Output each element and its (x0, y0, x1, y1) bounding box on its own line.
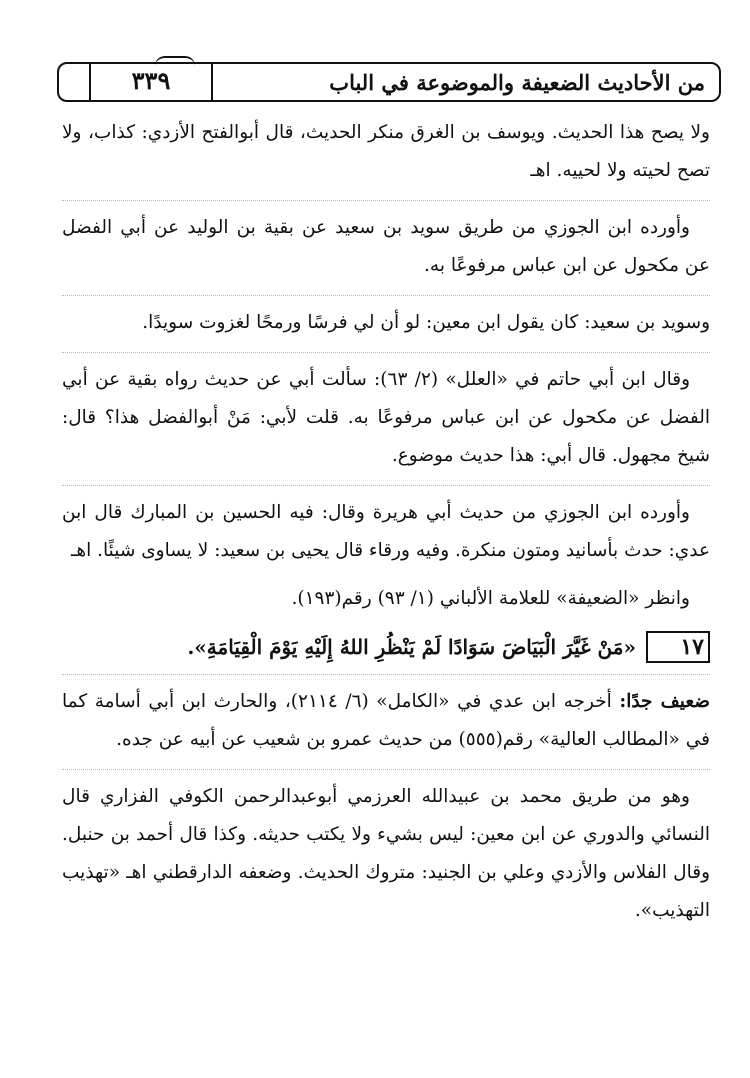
paragraph-7 (62, 683, 710, 759)
divider (62, 674, 710, 675)
divider (62, 352, 710, 353)
paragraph-1: ولا يصح هذا الحديث. ويوسف بن الغرق منكر الحديث، قال أبوالفتح الأزدي: كذاب، ولا تصح لحيته ولا لحييه. اهـ (62, 122, 710, 181)
page-number: ٣٣٩ (89, 63, 213, 101)
header-title: من الأحاديث الضعيفة والموضوعة في الباب (329, 70, 705, 95)
divider (62, 295, 710, 296)
page-body (62, 114, 710, 940)
running-header (57, 62, 721, 102)
divider (62, 200, 710, 201)
header-ornament (155, 56, 195, 68)
divider (62, 485, 710, 486)
divider (62, 769, 710, 770)
paragraph-2: وأورده ابن الجوزي من طريق سويد بن سعيد عن بقية بن الوليد عن أبي الفضل عن مكحول عن ابن عباس مرفوعًا به. (62, 217, 710, 276)
hadith-heading (62, 628, 710, 666)
paragraph-6: وانظر «الضعيفة» للعلامة الألباني (١/ ٩٣) رقم(١٩٣). (291, 588, 690, 609)
hadith-text: «مَنْ غَيَّرَ الْبَيَاضَ سَوَادًا لَمْ يَنْظُرِ اللهُ إِلَيْهِ يَوْمَ الْقِيَامَةِ». (187, 635, 636, 659)
paragraph-3: وسويد بن سعيد: كان يقول ابن معين: لو أن لي فرسًا ورمحًا لغزوت سويدًا. (142, 312, 710, 333)
paragraph-7-text: أخرجه ابن عدي في «الكامل» (٦/ ٢١١٤)، والحارث ابن أبي أسامة كما في «المطالب العالية» رقم(٥٥٥) من حديث عمرو بن شعيب عن أبيه عن جده. (62, 691, 710, 750)
paragraph-8: وهو من طريق محمد بن عبيدالله العرزمي أبوعبدالرحمن الكوفي الفزاري قال النسائي والدوري عن ابن معين: ليس بشيء ولا يكتب حديثه. وكذا قال أحمد بن حنبل. وقال الفلاس والأزدي وعلي بن الجنيد: متروك الحديث. وضعفه الدارقطني اهـ «تهذيب التهذيب». (62, 786, 710, 921)
hadith-number-box: ١٧ (646, 631, 710, 663)
grade-label: ضعيف جدًا: (619, 691, 710, 712)
paragraph-4: وقال ابن أبي حاتم في «العلل» (٢/ ٦٣): سألت أبي عن حديث رواه بقية عن أبي الفضل عن مكحول عن ابن عباس مرفوعًا به. قلت لأبي: مَنْ أبوالفضل هذا؟ قال: شيخ مجهول. قال أبي: هذا حديث موضوع. (62, 369, 710, 466)
paragraph-5: وأورده ابن الجوزي من حديث أبي هريرة وقال: فيه الحسين بن المبارك قال ابن عدي: حدث بأسانيد ومتون منكرة. وفيه ورقاء قال يحيى بن سعيد: لا يساوى شيئًا. اهـ (62, 502, 710, 561)
